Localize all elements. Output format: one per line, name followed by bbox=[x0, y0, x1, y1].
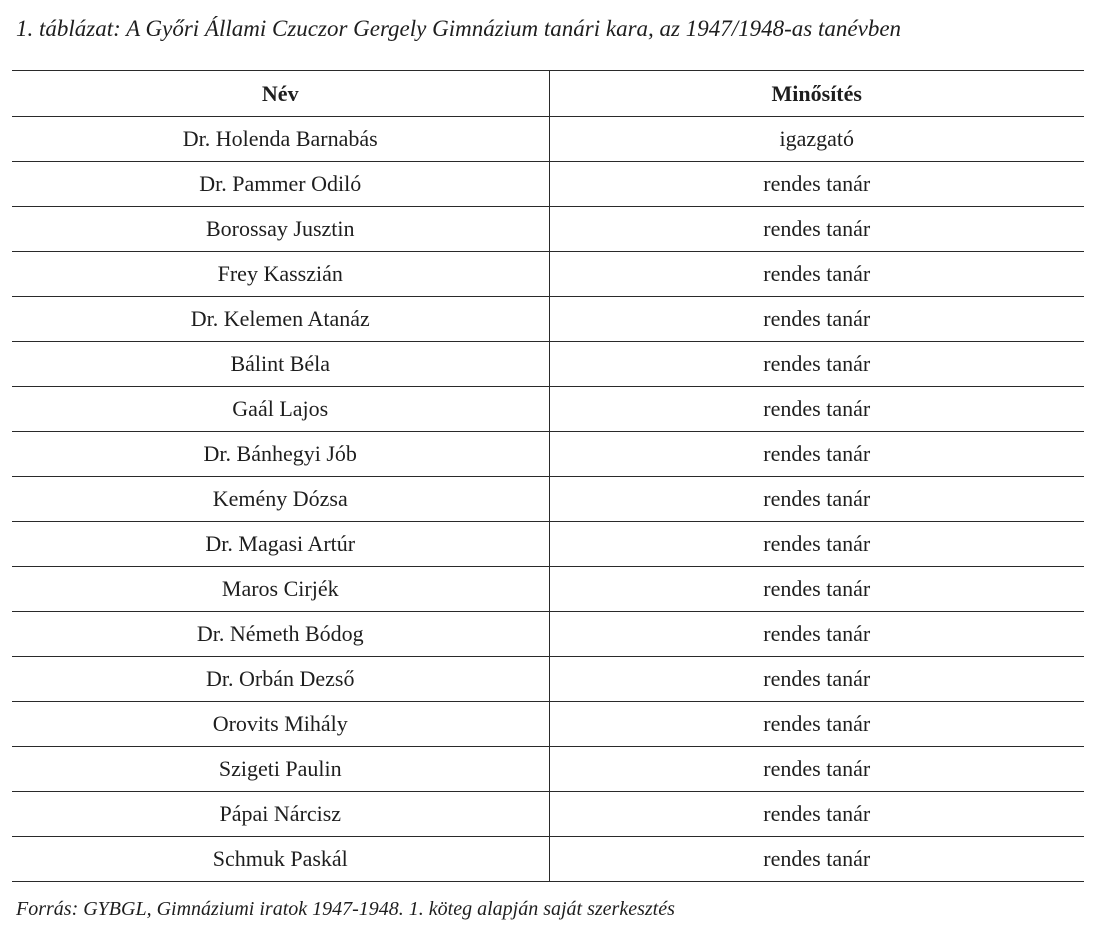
table-row bbox=[12, 702, 1084, 747]
teacher-rank: rendes tanár bbox=[549, 657, 1084, 702]
teacher-rank: rendes tanár bbox=[549, 387, 1084, 432]
table-row bbox=[12, 297, 1084, 342]
teacher-name: Dr. Kelemen Atanáz bbox=[12, 297, 549, 342]
table-row bbox=[12, 792, 1084, 837]
teacher-rank: igazgató bbox=[549, 117, 1084, 162]
teacher-name: Frey Kasszián bbox=[12, 252, 549, 297]
teacher-name: Borossay Jusztin bbox=[12, 207, 549, 252]
table-row bbox=[12, 657, 1084, 702]
teacher-rank: rendes tanár bbox=[549, 432, 1084, 477]
teacher-name: Dr. Magasi Artúr bbox=[12, 522, 549, 567]
teacher-rank: rendes tanár bbox=[549, 702, 1084, 747]
teacher-name: Schmuk Paskál bbox=[12, 837, 549, 882]
teacher-rank: rendes tanár bbox=[549, 567, 1084, 612]
table-row bbox=[12, 117, 1084, 162]
table-row bbox=[12, 162, 1084, 207]
teacher-name: Bálint Béla bbox=[12, 342, 549, 387]
table-row bbox=[12, 747, 1084, 792]
teacher-name: Dr. Holenda Barnabás bbox=[12, 117, 549, 162]
table-header-row bbox=[12, 71, 1084, 117]
teacher-name: Dr. Pammer Odiló bbox=[12, 162, 549, 207]
table-row bbox=[12, 612, 1084, 657]
table-row bbox=[12, 342, 1084, 387]
column-header-name: Név bbox=[12, 71, 549, 117]
table-row bbox=[12, 477, 1084, 522]
table-row bbox=[12, 387, 1084, 432]
table-row bbox=[12, 837, 1084, 882]
teacher-rank: rendes tanár bbox=[549, 207, 1084, 252]
teacher-name: Szigeti Paulin bbox=[12, 747, 549, 792]
teacher-name: Maros Cirjék bbox=[12, 567, 549, 612]
teacher-name: Kemény Dózsa bbox=[12, 477, 549, 522]
faculty-table bbox=[12, 70, 1084, 882]
table-row bbox=[12, 522, 1084, 567]
teacher-name: Dr. Orbán Dezső bbox=[12, 657, 549, 702]
teacher-rank: rendes tanár bbox=[549, 522, 1084, 567]
teacher-rank: rendes tanár bbox=[549, 342, 1084, 387]
teacher-name: Dr. Németh Bódog bbox=[12, 612, 549, 657]
table-row bbox=[12, 432, 1084, 477]
table-row bbox=[12, 567, 1084, 612]
table-row bbox=[12, 207, 1084, 252]
teacher-rank: rendes tanár bbox=[549, 792, 1084, 837]
source-note: Forrás: GYBGL, Gimnáziumi iratok 1947-1948. 1. köteg alapján saját szerkesztés bbox=[16, 898, 675, 920]
teacher-rank: rendes tanár bbox=[549, 297, 1084, 342]
teacher-name: Orovits Mihály bbox=[12, 702, 549, 747]
teacher-rank: rendes tanár bbox=[549, 252, 1084, 297]
teacher-name: Gaál Lajos bbox=[12, 387, 549, 432]
teacher-rank: rendes tanár bbox=[549, 477, 1084, 522]
teacher-rank: rendes tanár bbox=[549, 162, 1084, 207]
teacher-rank: rendes tanár bbox=[549, 837, 1084, 882]
teacher-rank: rendes tanár bbox=[549, 747, 1084, 792]
teacher-name: Pápai Nárcisz bbox=[12, 792, 549, 837]
table-caption: 1. táblázat: A Győri Állami Czuczor Gergely Gimnázium tanári kara, az 1947/1948-as tanévben bbox=[16, 16, 902, 41]
teacher-name: Dr. Bánhegyi Jób bbox=[12, 432, 549, 477]
column-header-rank: Minősítés bbox=[549, 71, 1084, 117]
teacher-rank: rendes tanár bbox=[549, 612, 1084, 657]
table-row bbox=[12, 252, 1084, 297]
